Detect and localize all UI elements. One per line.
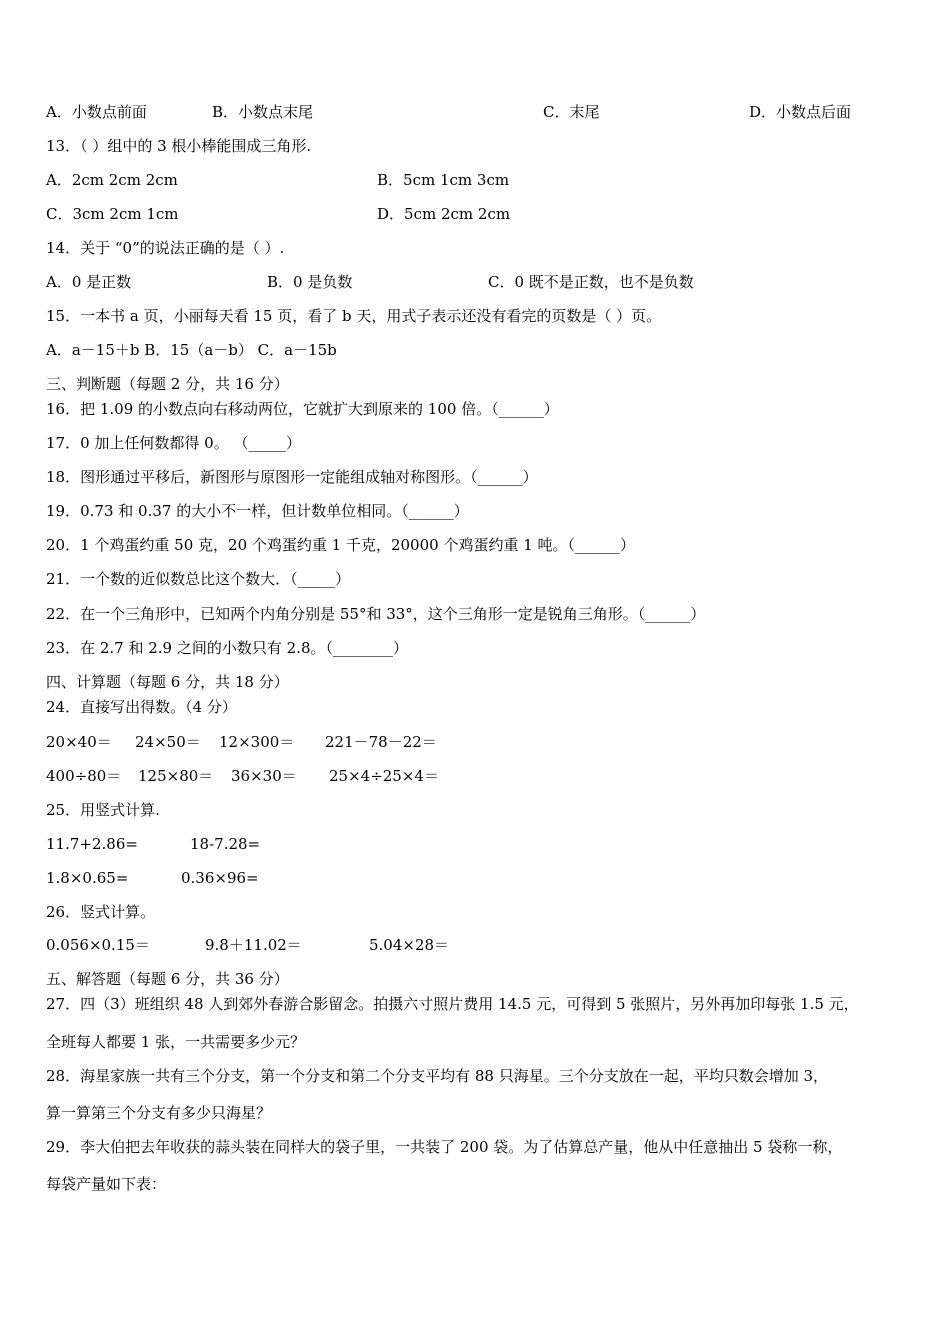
- q12-option-b: B．小数点末尾: [212, 103, 314, 121]
- q12-option-d: D．小数点后面: [749, 103, 852, 121]
- q25-expr: 1.8×0.65=: [46, 869, 129, 887]
- q14-option-b: B．0 是负数: [267, 273, 353, 291]
- q24-expr: 36×30＝: [231, 767, 297, 785]
- q26-expr: 5.04×28＝: [369, 936, 450, 954]
- q26-expr: 9.8＋11.02＝: [205, 936, 302, 954]
- q29-line1: 29．李大伯把去年收获的蒜头装在同样大的袋子里，一共装了 200 袋。为了估算总产量，他从中任意抽出 5 袋称一称，: [46, 1138, 843, 1156]
- q27-line2: 全班每人都要 1 张，一共需要多少元？: [46, 1033, 306, 1051]
- q13-option-c: C．3cm 2cm 1cm: [46, 205, 179, 223]
- q24-expr: 25×4÷25×4＝: [329, 767, 439, 785]
- q24-expr: 24×50＝: [135, 733, 201, 751]
- q13-option-a: A．2cm 2cm 2cm: [46, 171, 178, 189]
- q28-line2: 算一算第三个分支有多少只海星？: [46, 1104, 272, 1122]
- q19: 19．0.73 和 0.37 的大小不一样，但计数单位相同。（______）: [46, 502, 469, 520]
- q28-line1: 28．海星家族一共有三个分支，第一个分支和第二个分支平均有 88 只海星。三个分支放在一起，平均只数会增加 3，: [46, 1067, 829, 1085]
- q13-option-b: B．5cm 1cm 3cm: [377, 171, 510, 189]
- q26-expr: 0.056×0.15＝: [46, 936, 150, 954]
- q17: 17．0 加上任何数都得 0。 （_____）: [46, 434, 301, 452]
- q24-expr: 12×300＝: [219, 733, 295, 751]
- q25-expr: 18-7.28=: [190, 835, 261, 853]
- q16: 16．把 1.09 的小数点向右移动两位，它就扩大到原来的 100 倍。（______）: [46, 400, 559, 418]
- q13-stem: 13．（ ）组中的 3 根小棒能围成三角形.: [46, 137, 312, 155]
- q24-stem: 24．直接写出得数。（4 分）: [46, 698, 237, 716]
- q23: 23．在 2.7 和 2.9 之间的小数只有 2.8。（________）: [46, 639, 408, 657]
- q12-option-c: C．末尾: [543, 103, 600, 121]
- q24-expr: 125×80＝: [138, 767, 214, 785]
- q25-expr: 0.36×96=: [181, 869, 259, 887]
- q22: 22．在一个三角形中，已知两个内角分别是 55°和 33°，这个三角形一定是锐角三角形。（______）: [46, 605, 706, 623]
- q25-expr: 11.7+2.86=: [46, 835, 138, 853]
- q14-option-c: C．0 既不是正数，也不是负数: [488, 273, 694, 291]
- q24-expr: 20×40＝: [46, 733, 112, 751]
- q20: 20．1 个鸡蛋约重 50 克，20 个鸡蛋约重 1 千克，20000 个鸡蛋约重 1 吨。（______）: [46, 536, 636, 554]
- section5-title: 五、解答题（每题 6 分，共 36 分）: [46, 970, 289, 988]
- q18: 18．图形通过平移后，新图形与原图形一定能组成轴对称图形。（______）: [46, 468, 538, 486]
- q15-stem: 15．一本书 a 页，小丽每天看 15 页，看了 b 天，用式子表示还没有看完的页数是（ ）页。: [46, 307, 662, 325]
- q26-stem: 26．竖式计算。: [46, 903, 156, 921]
- q21: 21．一个数的近似数总比这个数大．（_____）: [46, 570, 351, 588]
- section4-title: 四、计算题（每题 6 分，共 18 分）: [46, 673, 289, 691]
- section3-title: 三、判断题（每题 2 分，共 16 分）: [46, 375, 289, 393]
- q25-stem: 25．用竖式计算.: [46, 801, 160, 819]
- q24-expr: 221－78－22＝: [325, 733, 437, 751]
- q24-expr: 400÷80＝: [46, 767, 122, 785]
- q29-line2: 每袋产量如下表：: [46, 1175, 167, 1193]
- q15-options: A．a－15＋b B．15（a－b） C．a－15b: [46, 341, 337, 359]
- q12-option-a: A．小数点前面: [46, 103, 147, 121]
- q14-option-a: A．0 是正数: [46, 273, 132, 291]
- q14-stem: 14．关于 “0”的说法正确的是（ ）.: [46, 239, 285, 257]
- q13-option-d: D．5cm 2cm 2cm: [377, 205, 511, 223]
- q27-line1: 27．四（3）班组织 48 人到郊外春游合影留念。拍摄六寸照片费用 14.5 元，可得到 5 张照片，另外再加印每张 1.5 元，: [46, 995, 859, 1013]
